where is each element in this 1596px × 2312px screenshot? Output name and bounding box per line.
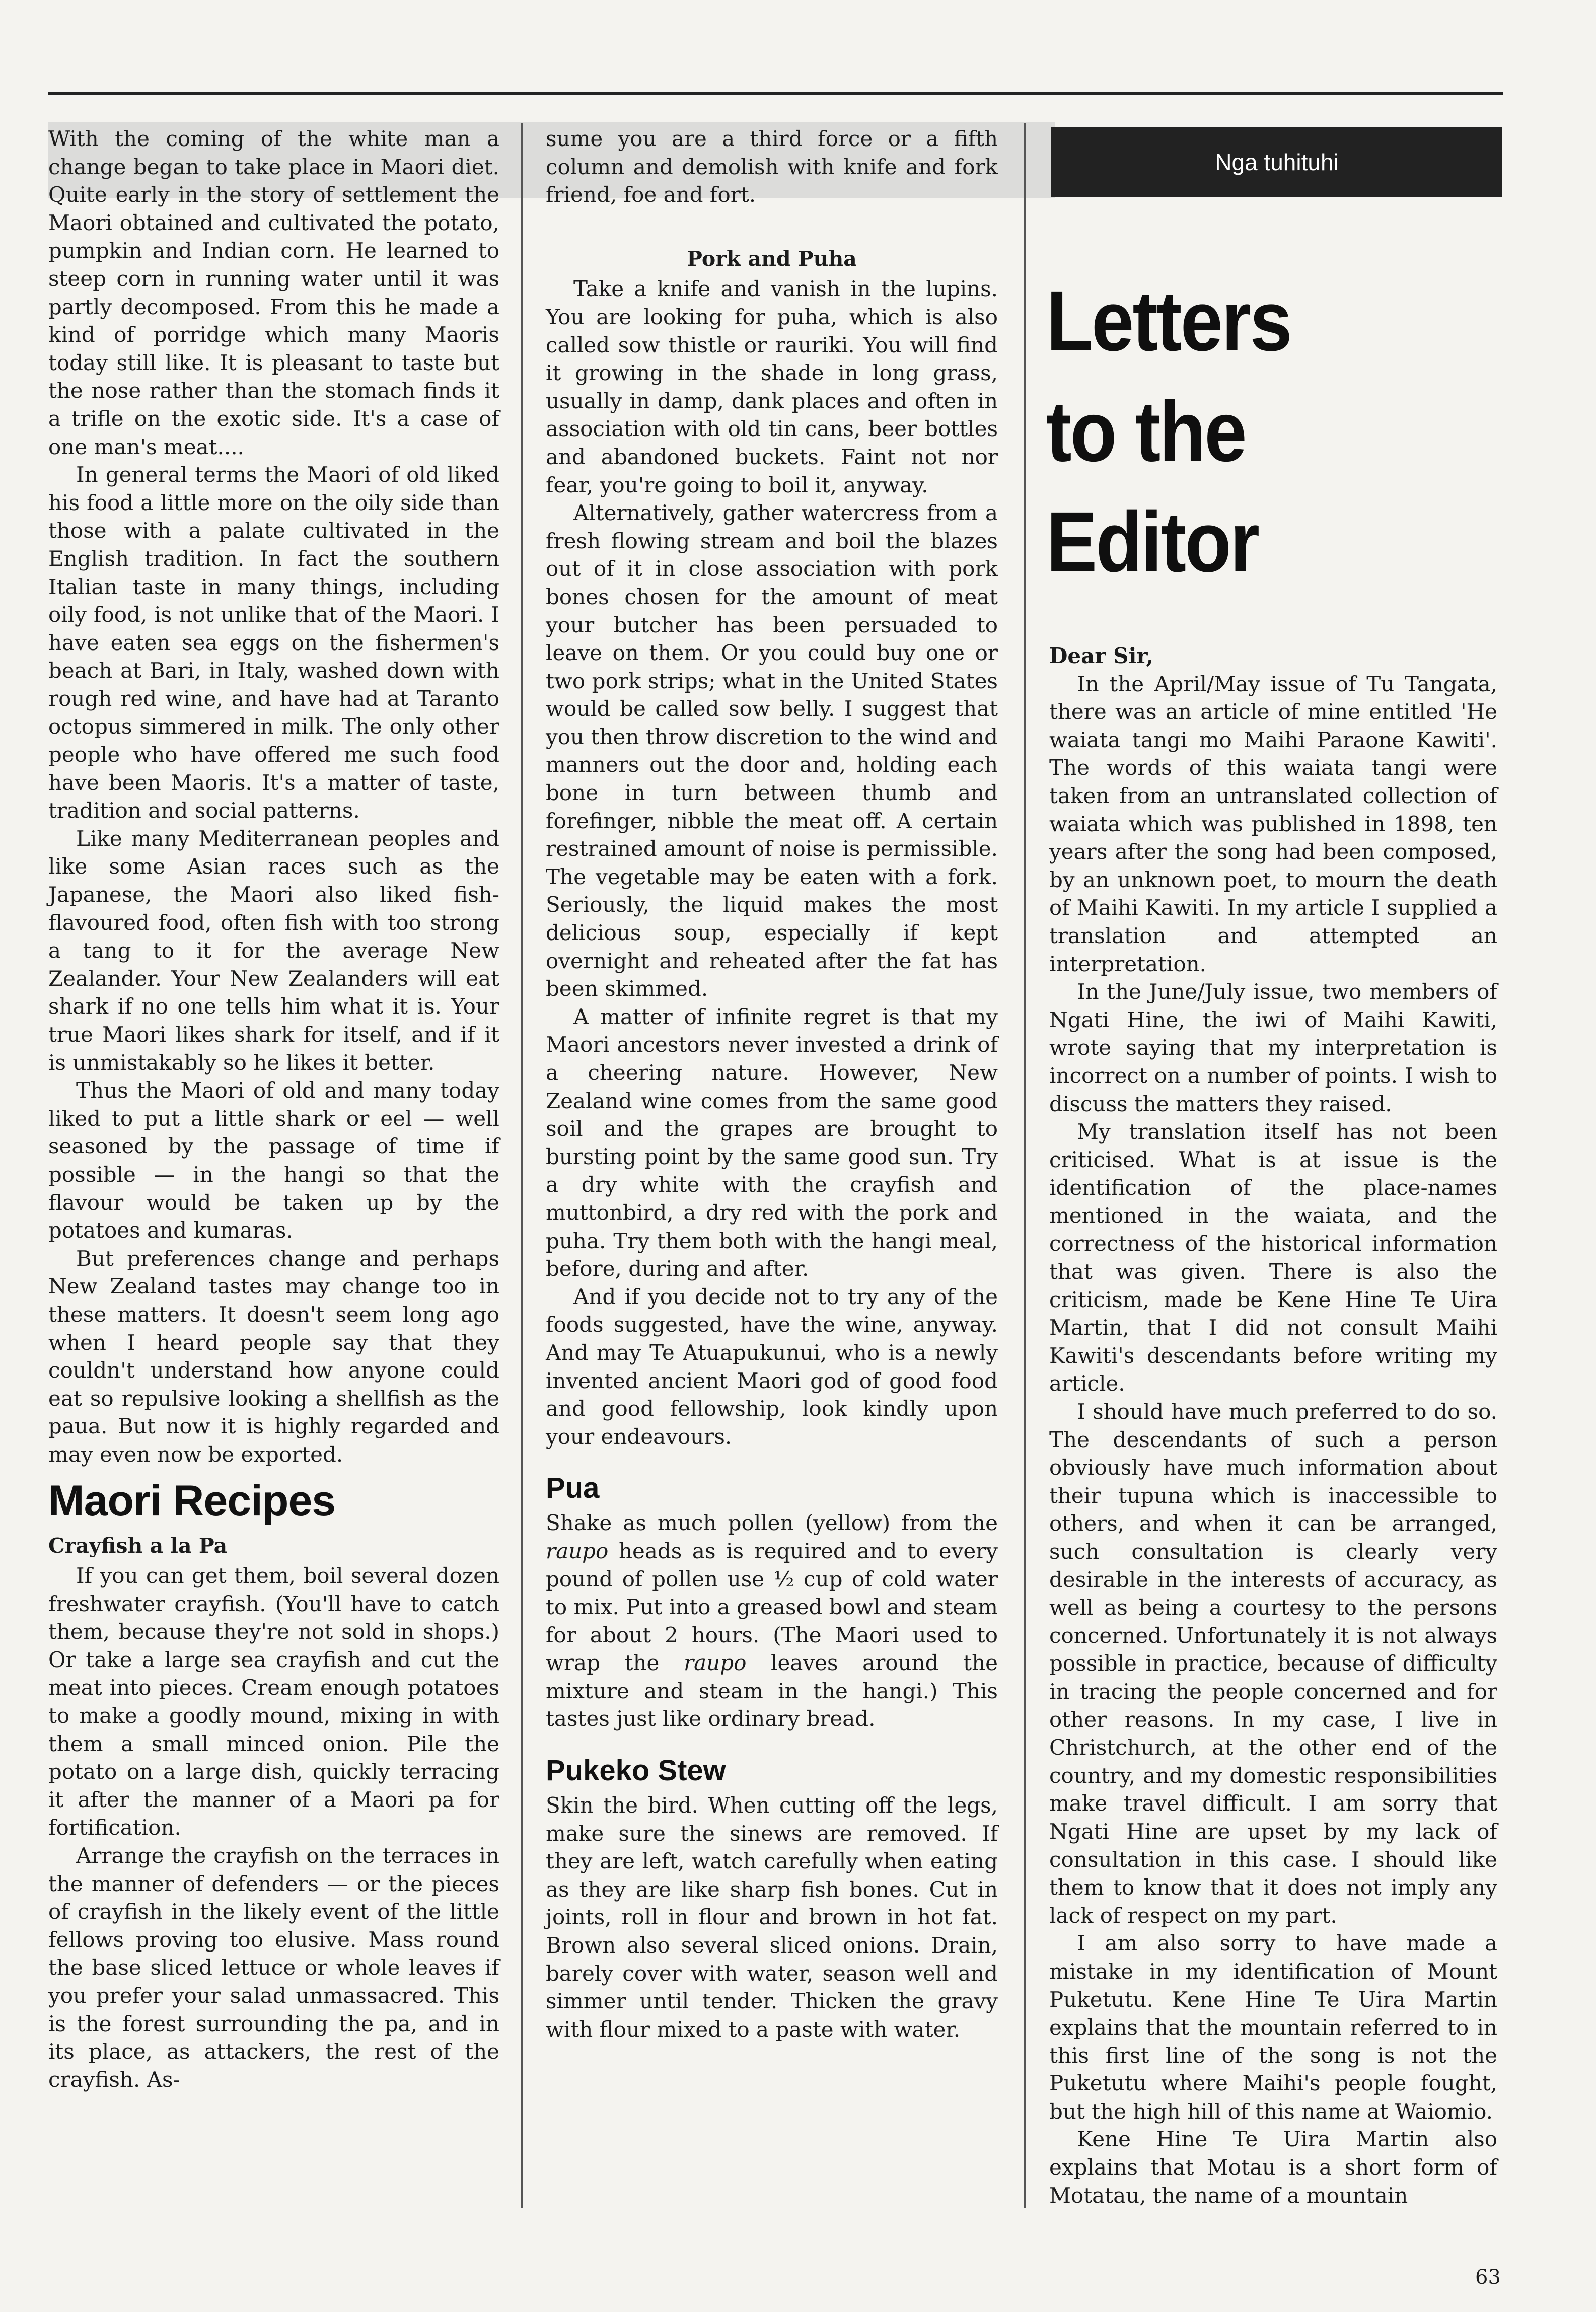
paragraph: Kene Hine Te Uira Martin also explains that Motau is a short form of Motatau, the name of a mountain <box>1049 2127 1497 2208</box>
paragraph: Arrange the crayfish on the terraces in the manner of defenders — or the pieces of crayfish in the likely event of the little fellows proving too elusive. Mass round the base sliced lettuce or whole leaves if you prefer your salad unmassacred. This is the forest surrounding the pa, and in its place, as attackers, the rest of the crayfish. As- <box>48 1843 499 2092</box>
pua-paragraph: Shake as much pollen (yellow) from the raupo heads as is required and to every pound of pollen use ½ cup of cold water to mix. Put into a greased bowl and steam for about 2 hours. (The Maori used to wrap the raupo leaves around the mixture and steam in the hangi.) This tastes just like ordinary bread. <box>546 1510 998 1731</box>
paragraph: Like many Mediterranean peoples and like some Asian races such as the Japanese, the Maori also liked fish-flavoured food, often fish with too strong a tang to it for the average New Zealander. Your New Zealanders will eat shark if no one tells him what it is. Your true Maori likes shark for itself, and if it is unmistakably so he likes it better. <box>48 826 499 1075</box>
paragraph: In general terms the Maori of old liked his food a little more on the oily side than those with a palate cultivated in the English tradition. In fact the southern Italian taste in many things, including oily food, is not unlike that of the Maori. I have eaten sea eggs on the fishermen's beach at Bari, in Italy, washed down with rough red wine, and have had at Taranto octopus simmered in milk. The only other people who have offered me such food have been Maoris. It's a matter of taste, tradition and social patterns. <box>48 462 499 823</box>
paragraph: With the coming of the white man a change began to take place in Maori diet. Quite early in the story of settlement the Maori obtained and cultivated the potato, pumpkin and Indian corn. He learned to steep corn in running water until it was partly decomposed. From this he made a kind of porridge which many Maoris today still like. It is pleasant to taste but the nose rather than the stomach finds it a trifle on the exotic side. It's a case of one man's meat.... <box>48 126 499 459</box>
column-2 <box>546 125 998 2043</box>
top-rule <box>48 92 1503 95</box>
pua-heading: Pua <box>546 1472 600 1505</box>
column-1 <box>48 125 499 2093</box>
column-3 <box>1049 642 1497 2209</box>
pukeko-stew-heading: Pukeko Stew <box>546 1754 726 1787</box>
pork-and-puha-heading: Pork and Puha <box>687 246 857 271</box>
column-divider <box>521 123 523 2208</box>
paragraph: I should have much preferred to do so. The descendants of such a person obviously have much information about their tupuna which is inaccessible to others, and when it can be arranged, such consultation is clearly very desirable in the interests of accuracy, as well as being a courtesy to the persons concerned. Unfortunately it is not always possible in practice, because of difficulty in tracing the people concerned and for other reasons. In my case, I live in Christchurch, at the other end of the country, and my domestic responsibilities make travel difficult. I am sorry that Ngati Hine are upset by my lack of consultation in this case. I should like them to know that it does not imply any lack of respect on my part. <box>1049 1399 1497 1928</box>
paragraph: In the April/May issue of Tu Tangata, there was an article of mine entitled 'He waiata tangi mo Maihi Paraone Kawiti'. The words of this waiata tangi were taken from an untranslated collection of waiata which was published in 1898, ten years after the song had been composed, by an unknown poet, to mourn the death of Maihi Kawiti. In my article I supplied a translation and attempted an interpretation. <box>1049 671 1497 976</box>
paragraph: Skin the bird. When cutting off the legs, make sure the sinews are removed. If they are left, watch carefully when eating as they are like sharp fish bones. Cut in joints, roll in flour and brown in hot fat. Brown also several sliced onions. Drain, barely cover with water, season well and simmer until tender. Thicken the gravy with flour mixed to a paste with water. <box>546 1793 998 2042</box>
maori-recipes-heading: Maori Recipes <box>48 1476 336 1525</box>
paragraph: A matter of infinite regret is that my Maori ancestors never invested a drink of a cheering nature. However, New Zealand wine comes from the same good soil and the grapes are brought to bursting point by the same good sun. Try a dry white with the crayfish and muttonbird, a dry red with the pork and puha. Try them both with the hangi meal, before, during and after. <box>546 1004 998 1281</box>
paragraph: And if you decide not to try any of the foods suggested, have the wine, anyway. And may Te Atuapukunui, who is a newly invented ancient Maori god of good food and good fellowship, look kindly upon your endeavours. <box>546 1284 998 1449</box>
section-tag: Nga tuhituhi <box>1051 127 1502 197</box>
column-divider <box>1024 123 1026 2208</box>
paragraph: In the June/July issue, two members of Ngati Hine, the iwi of Maihi Kawiti, wrote saying that my interpretation is incorrect on a number of points. I wish to discuss the matters they raised. <box>1049 979 1497 1116</box>
paragraph: sume you are a third force or a fifth column and demolish with knife and fork friend, foe and fort. <box>546 126 998 207</box>
crayfish-heading: Crayfish a la Pa <box>48 1533 228 1558</box>
paragraph: Thus the Maori of old and many today liked to put a little shark or eel — well seasoned by the passage of time if possible — in the hangi so that the flavour would be taken up by the potatoes and kumaras. <box>48 1078 499 1243</box>
paragraph: I am also sorry to have made a mistake in my identification of Mount Puketutu. Kene Hine Te Uira Martin explains that the mountain referred to in this first line of the song is not the Puketutu where Maihi's people fought, but the high hill of this name at Waiomio. <box>1049 1931 1497 2124</box>
paragraph: Take a knife and vanish in the lupins. You are looking for puha, which is also called sow thistle or rauriki. You will find it growing in the shade in long grass, usually in damp, dank places and often in association with old tin cans, beer bottles and abandoned buckets. Faint not nor fear, you're going to boil it, anyway. <box>546 276 998 497</box>
paragraph: Alternatively, gather watercress from a fresh flowing stream and boil the blazes out of it in close association with pork bones chosen for the amount of meat your butcher has been persuaded to leave on them. Or you could buy one or two pork strips; what in the United States would be called sow belly. I suggest that you then throw discretion to the wind and manners out the door and, holding each bone in turn between thumb and forefinger, nibble the meat off. A certain restrained amount of noise is permissible. The vegetable may be eaten with a fork. Seriously, the liquid makes the most delicious soup, especially if kept overnight and reheated after the fat has been skimmed. <box>546 500 998 1001</box>
paragraph: My translation itself has not been criticised. What is at issue is the identification of the place-names mentioned in the waiata, and the correctness of the historical information that was given. There is also the criticism, made be Kene Hine Te Uira Martin, that I did not consult Maihi Kawiti's descendants before writing my article. <box>1049 1119 1497 1396</box>
paragraph: If you can get them, boil several dozen freshwater crayfish. (You'll have to catch them, because they're not sold in shops.) Or take a large sea crayfish and cut the meat into pieces. Cream enough potatoes to make a goodly mound, mixing in with them a small minced onion. Pile the potato on a large dish, quickly terracing it after the manner of a Maori pa for fortification. <box>48 1563 499 1840</box>
letters-title: Letters to the Editor <box>1046 273 1291 590</box>
paragraph: But preferences change and perhaps New Zealand tastes may change too in these matters. It doesn't seem long ago when I heard people say that they couldn't understand how anyone could eat so repulsive looking a shellfish as the paua. But now it is highly regarded and may even now be exported. <box>48 1246 499 1467</box>
salutation: Dear Sir, <box>1049 643 1154 668</box>
page-number: 63 <box>1475 2266 1501 2289</box>
